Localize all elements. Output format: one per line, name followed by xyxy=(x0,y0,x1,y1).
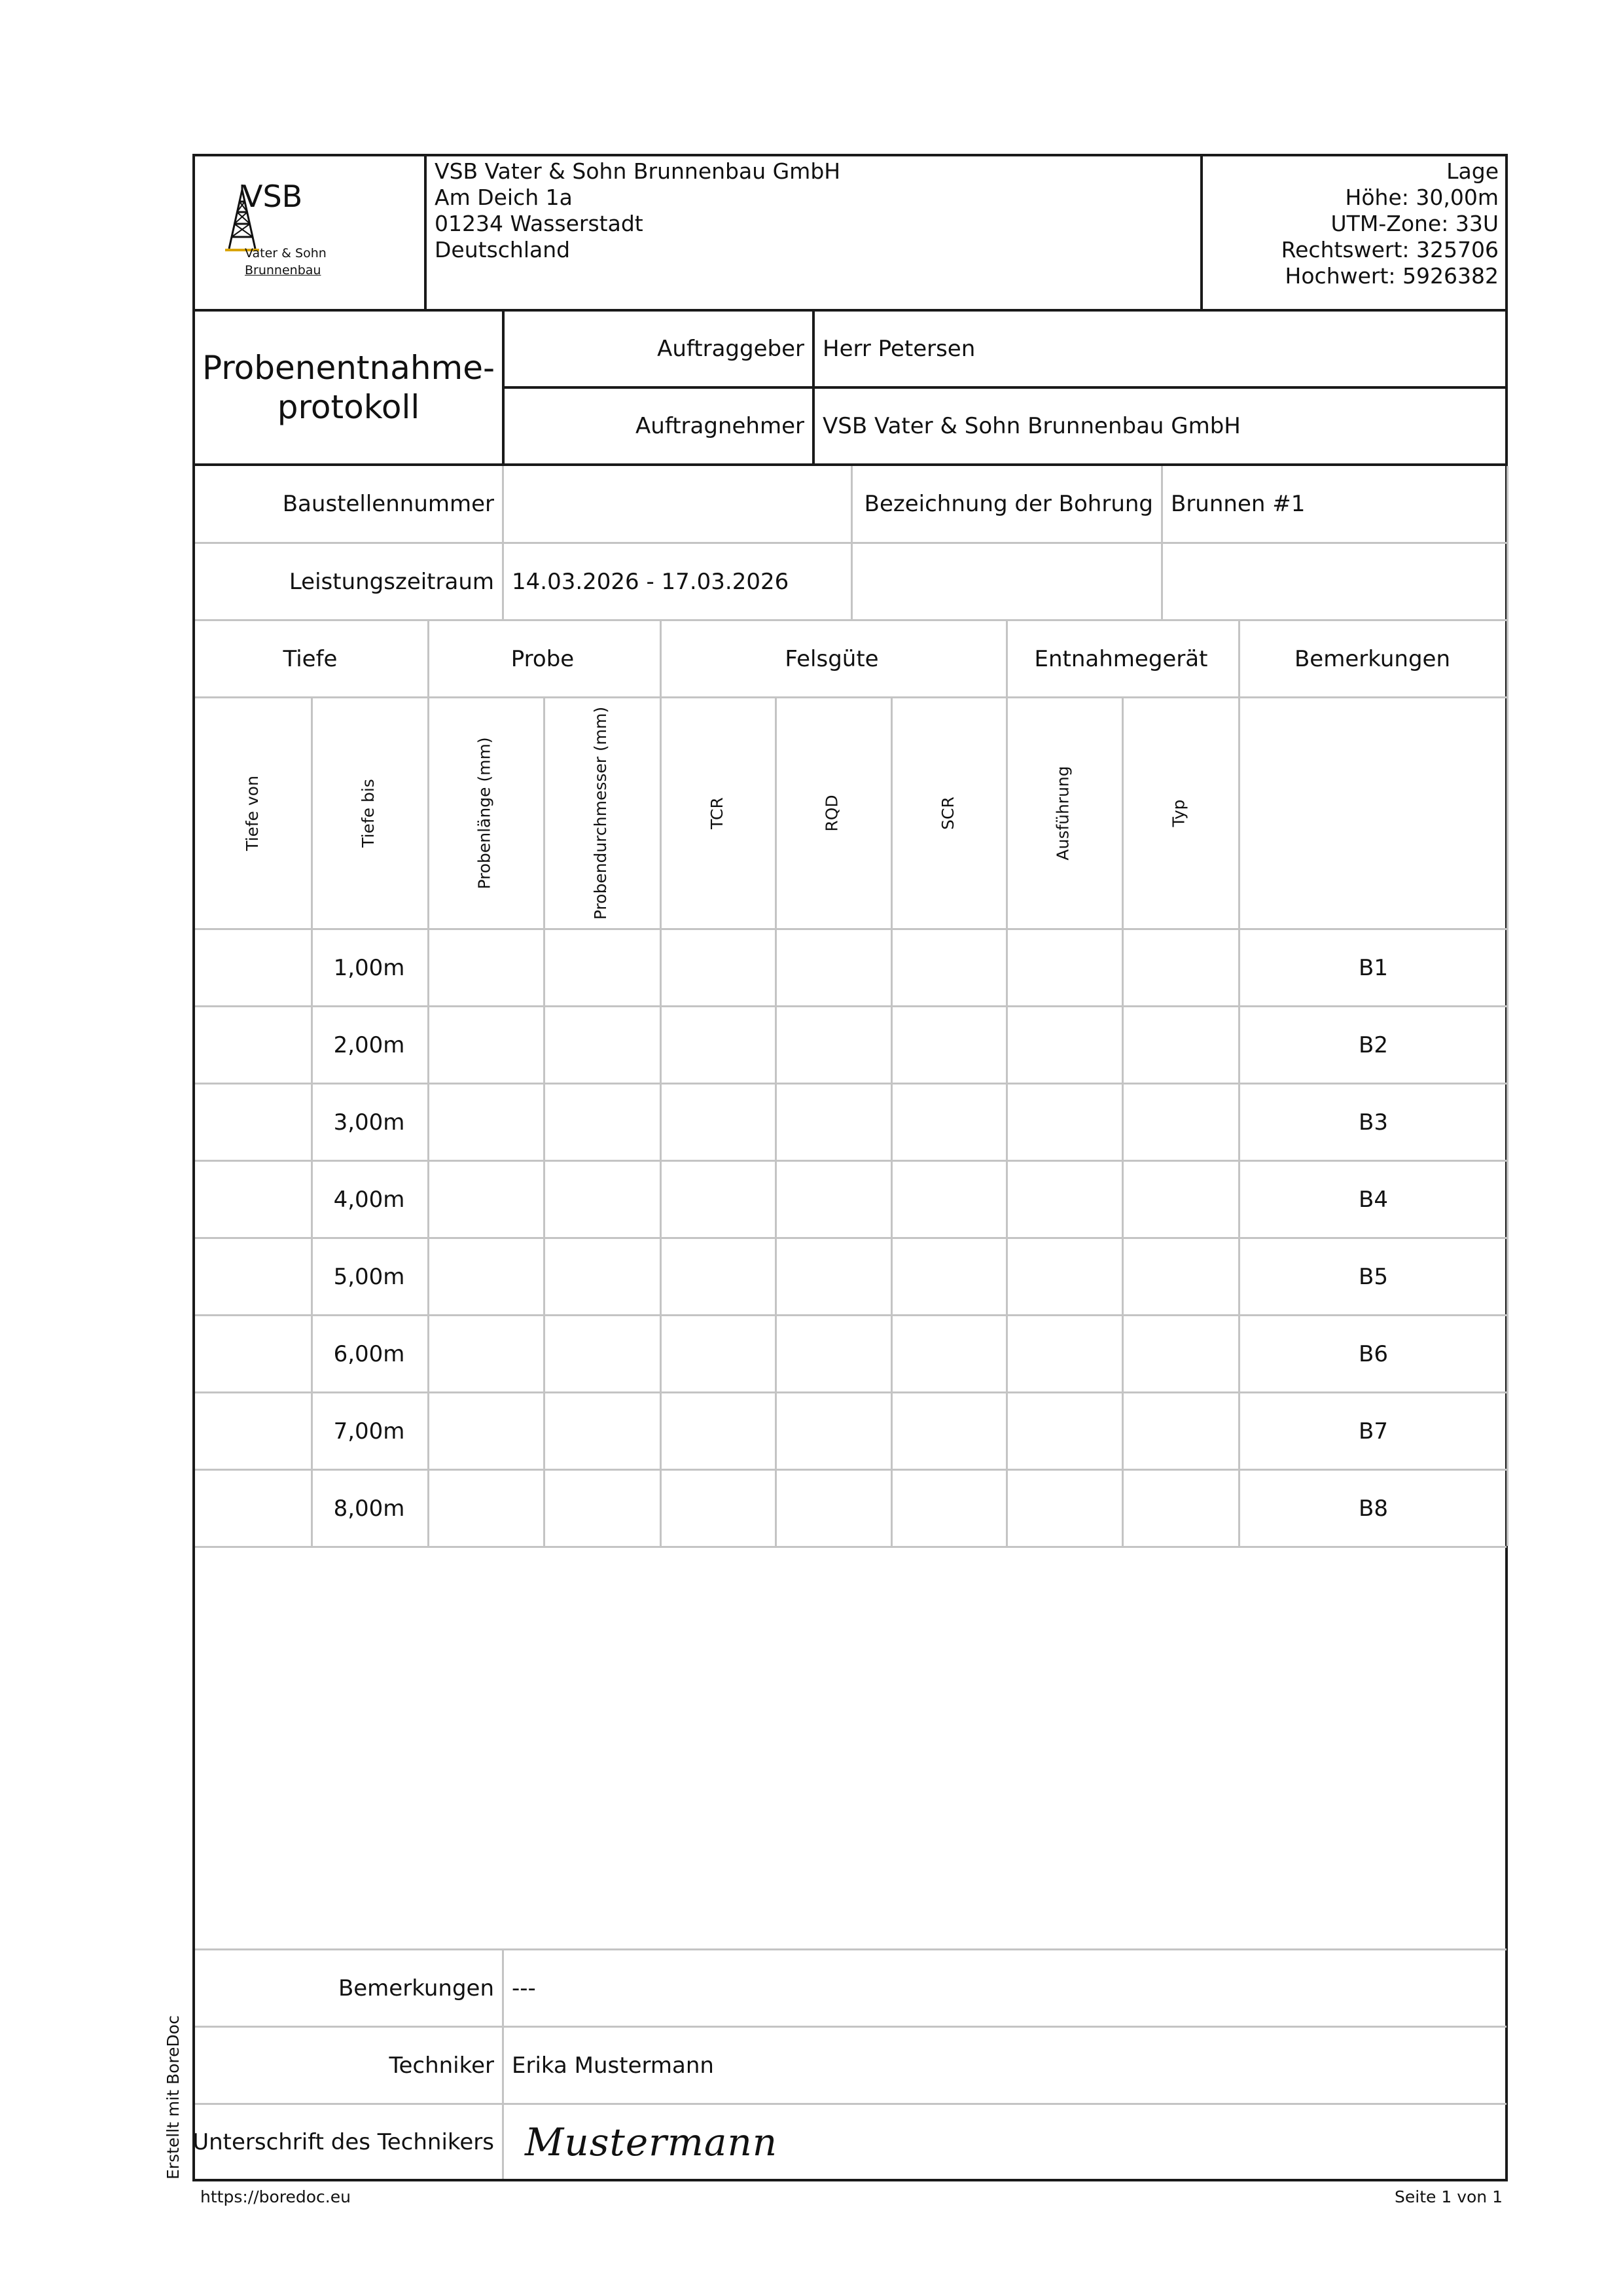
document-title-line-1: Probenentnahme- xyxy=(202,349,495,387)
footer-url[interactable]: https://boredoc.eu xyxy=(200,2187,351,2206)
group-header-rock-quality: Felsgüte xyxy=(785,645,879,672)
remark-cell: B4 xyxy=(1359,1186,1388,1213)
contractor-value: VSB Vater & Sohn Brunnenbau GmbH xyxy=(823,413,1241,439)
site-number-label: Baustellennummer xyxy=(282,491,494,517)
bore-value: Brunnen #1 xyxy=(1171,491,1306,517)
logo-subtitle-1: Vater & Sohn xyxy=(245,246,327,260)
remark-cell: B5 xyxy=(1359,1263,1388,1290)
subheader-tcr: TCR xyxy=(707,797,726,829)
remark-cell: B1 xyxy=(1359,954,1388,981)
footer-page-number: Seite 1 von 1 xyxy=(1395,2187,1503,2206)
logo-subtitle-2: Brunnenbau xyxy=(245,263,321,278)
company-city: 01234 Wasserstadt xyxy=(435,211,643,236)
group-header-sample: Probe xyxy=(510,645,575,672)
depth-to-cell: 3,00m xyxy=(333,1109,405,1136)
location-northing: Hochwert: 5926382 xyxy=(1285,263,1499,289)
contractor-label: Auftragnehmer xyxy=(635,413,804,439)
technician-value: Erika Mustermann xyxy=(512,2052,714,2079)
remark-cell: B2 xyxy=(1359,1031,1388,1058)
depth-to-cell: 6,00m xyxy=(333,1340,405,1367)
remark-cell: B6 xyxy=(1359,1340,1388,1367)
header-vline-1 xyxy=(424,154,427,310)
technician-label: Techniker xyxy=(389,2052,494,2079)
subheader-depth-from: Tiefe von xyxy=(243,776,262,851)
subheader-type: Typ xyxy=(1169,799,1188,827)
period-value: 14.03.2026 - 17.03.2026 xyxy=(512,568,789,595)
subheader-depth-to: Tiefe bis xyxy=(359,779,378,848)
location-easting: Rechtswert: 325706 xyxy=(1281,237,1499,262)
depth-to-cell: 1,00m xyxy=(333,954,405,981)
depth-to-cell: 5,00m xyxy=(333,1263,405,1290)
subheader-execution: Ausführung xyxy=(1054,766,1073,861)
remarks-label: Bemerkungen xyxy=(338,1975,494,2001)
company-country: Deutschland xyxy=(435,237,571,262)
remark-cell: B7 xyxy=(1359,1418,1388,1444)
remark-cell: B3 xyxy=(1359,1109,1388,1136)
group-header-sampler: Entnahmegerät xyxy=(1034,645,1208,672)
client-label: Auftraggeber xyxy=(657,336,804,362)
created-with-note: Erstellt mit BoreDoc xyxy=(164,2015,183,2179)
technician-signature: Mustermann xyxy=(525,2119,778,2164)
subheader-sample-diameter: Probendurchmesser (mm) xyxy=(591,706,611,920)
client-value: Herr Petersen xyxy=(823,336,976,362)
location-utm-zone: UTM-Zone: 33U xyxy=(1330,211,1499,236)
depth-to-cell: 8,00m xyxy=(333,1495,405,1522)
table-row-line xyxy=(195,1546,1507,1548)
site-number-value xyxy=(504,466,851,542)
signature-label: Unterschrift des Technikers xyxy=(192,2128,494,2155)
depth-to-cell: 2,00m xyxy=(333,1031,405,1058)
subheader-sample-length: Probenlänge (mm) xyxy=(475,737,494,889)
group-header-depth: Tiefe xyxy=(283,645,338,672)
remark-cell: B8 xyxy=(1359,1495,1388,1522)
document-title xyxy=(195,348,502,427)
company-name: VSB Vater & Sohn Brunnenbau GmbH xyxy=(435,158,841,184)
group-header-remarks: Bemerkungen xyxy=(1294,645,1451,672)
subheader-scr: SCR xyxy=(938,797,957,830)
remarks-value: --- xyxy=(512,1975,536,2001)
document-title-line-2: protokoll xyxy=(277,388,420,426)
company-logo xyxy=(216,177,334,288)
location-height: Höhe: 30,00m xyxy=(1345,185,1499,210)
logo-text: VSB xyxy=(242,179,303,214)
depth-to-cell: 4,00m xyxy=(333,1186,405,1213)
header-vline-2 xyxy=(1200,154,1203,310)
subheader-rqd: RQD xyxy=(823,795,842,832)
side-note-anchor xyxy=(164,2015,190,2186)
period-label: Leistungszeitraum xyxy=(289,568,494,595)
depth-to-cell: 7,00m xyxy=(333,1418,405,1444)
bore-label: Bezeichnung der Bohrung xyxy=(864,491,1153,517)
table-right-edge xyxy=(1507,466,1508,1546)
company-street: Am Deich 1a xyxy=(435,185,573,210)
location-heading: Lage xyxy=(1446,158,1499,184)
